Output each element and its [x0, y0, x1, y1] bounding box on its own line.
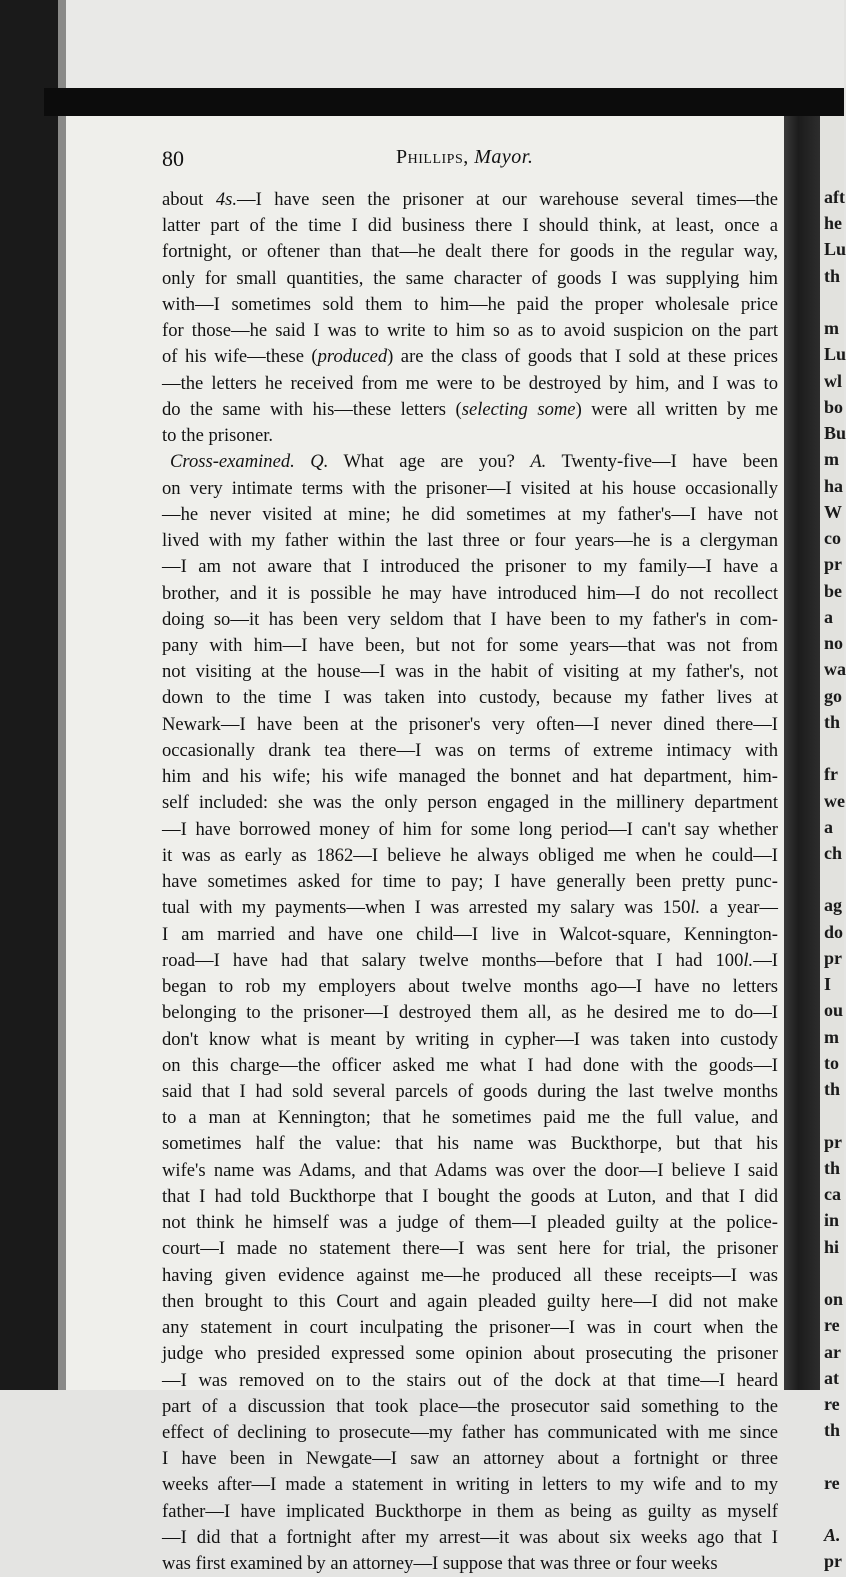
- next-page-text: pr: [824, 554, 842, 575]
- text-line: [162, 1472, 778, 1498]
- text-line: [162, 1289, 778, 1315]
- next-page-text: th: [824, 1157, 841, 1178]
- next-page-text: Lu: [824, 344, 846, 365]
- next-page-text: bo: [824, 396, 844, 417]
- scan-left-border: [0, 0, 58, 1390]
- text-line: [162, 685, 778, 711]
- text-line: [162, 554, 778, 580]
- text-line: [162, 790, 778, 816]
- next-page-text: ag: [824, 895, 842, 916]
- italic-run: l.: [743, 949, 754, 971]
- text-run: —I have seen the prisoner at our warehouse several times—the: [237, 189, 778, 210]
- text-run: do the same with his—these letters (: [162, 398, 462, 420]
- next-page-text: pr: [824, 947, 842, 968]
- text-line: [162, 1499, 778, 1525]
- text-run: fortnight, or oftener than that—he dealt there for goods in the regular way,: [162, 241, 778, 263]
- next-page-text: re: [824, 1472, 840, 1493]
- text-run: tual with my payments—when I was arrested my salary was 150: [162, 897, 691, 919]
- text-line: [162, 502, 778, 528]
- text-run: sometimes half the value: that his name was Buckthorpe, but that his: [162, 1133, 778, 1155]
- text-line: [162, 869, 778, 895]
- text-line: [162, 1184, 778, 1210]
- italic-run: Q.: [310, 451, 329, 473]
- text-line: [162, 1079, 778, 1105]
- next-page-text: in: [824, 1210, 840, 1231]
- gutter-shadow: [784, 116, 820, 1390]
- text-run: effect of declining to prosecute—my father has communicated with me since: [162, 1422, 778, 1444]
- text-run: brother, and it is possible he may have introduced him—I do not recollect: [162, 582, 778, 604]
- text-run: have sometimes asked for time to pay; I have generally been pretty punc-: [162, 871, 778, 893]
- text-run: him and his wife; his wife managed the bonnet and hat department, him-: [162, 766, 778, 788]
- next-page-text: A.: [824, 1525, 841, 1546]
- text-run: —he never visited at mine; he did sometimes at my father's—I have not: [162, 503, 778, 525]
- text-run: then brought to this Court and again pleaded guilty here—I did not make: [162, 1290, 778, 1312]
- text-run: I am married and have one child—I live in Walcot-square, Kennington-: [162, 923, 778, 945]
- text-line: [162, 712, 778, 738]
- next-page-text: ca: [824, 1184, 841, 1205]
- text-line: [162, 423, 778, 449]
- text-line: [162, 1551, 778, 1577]
- text-line: [162, 266, 778, 292]
- next-page-text: fr: [824, 764, 838, 785]
- next-page-text: co: [824, 528, 841, 549]
- next-page-text: re: [824, 1315, 840, 1336]
- next-page-text: m: [824, 1026, 839, 1047]
- text-run: any statement in court inculpating the prisoner—I was in court when the: [162, 1317, 778, 1339]
- text-line: [162, 581, 778, 607]
- text-run: wife's name was Adams, and that Adams was over the door—I believe I said: [162, 1159, 778, 1181]
- text-line: [162, 239, 778, 265]
- text-line: [162, 817, 778, 843]
- text-line: [162, 1053, 778, 1079]
- text-line: [162, 764, 778, 790]
- text-line: [162, 974, 778, 1000]
- text-run: not think he himself was a judge of them—I pleaded guilty at the police-: [162, 1212, 778, 1234]
- next-page-text: ar: [824, 1341, 841, 1362]
- text-line: [162, 292, 778, 318]
- text-run: said that I had sold several parcels of goods during the last twelve months: [162, 1080, 778, 1102]
- text-run: I have been in Newgate—I saw an attorney about a fortnight or three: [162, 1448, 778, 1470]
- next-page-text: th: [824, 1079, 841, 1100]
- text-run: father—I have implicated Buckthorpe in them as being as guilty as myself: [162, 1500, 778, 1522]
- text-line: [162, 607, 778, 633]
- text-line: [162, 1315, 778, 1341]
- text-run: down to the time I was taken into custody, because my father lives at: [162, 687, 778, 709]
- next-page-text: hi: [824, 1236, 840, 1257]
- italic-run: Cross-examined.: [170, 451, 295, 473]
- text-line: [162, 371, 778, 397]
- text-run: —I did that a fortnight after my arrest—it was about six weeks ago that I: [162, 1526, 778, 1548]
- text-run: Newark—I have been at the prisoner's very often—I never dined there—I: [162, 713, 778, 735]
- text-run: —I have borrowed money of him for some long period—I can't say whether: [162, 818, 778, 840]
- next-page-text: a: [824, 816, 833, 837]
- text-run: not visiting at the house—I was in the habit of visiting at my father's, not: [162, 661, 778, 683]
- body-text: [162, 187, 778, 1577]
- text-run: began to rob my employers about twelve months ago—I have no letters: [162, 976, 778, 998]
- text-run: for those—he said I was to write to him so as to avoid suspicion on the part: [162, 320, 778, 342]
- next-page-text: do: [824, 921, 844, 942]
- running-head-separator: ,: [463, 146, 475, 168]
- text-run: ) were all written by me: [575, 398, 778, 420]
- next-page-text: th: [824, 1420, 841, 1441]
- text-run: Twenty-five—I have been: [546, 451, 778, 473]
- text-run: —I am not aware that I introduced the prisoner to my family—I have a: [162, 556, 778, 578]
- text-run: that I had told Buckthorpe that I bought the goods at Luton, and that I did: [162, 1185, 778, 1207]
- next-page-text: be: [824, 580, 842, 601]
- next-page-text: no: [824, 633, 844, 654]
- next-page-text: a: [824, 606, 833, 627]
- text-run: judge who presided expressed some opinion about prosecuting the prisoner: [162, 1343, 778, 1365]
- next-page-text: on: [824, 1289, 844, 1310]
- italic-run: produced: [317, 346, 388, 368]
- text-line: [162, 528, 778, 554]
- next-page-text: th: [824, 711, 841, 732]
- text-line: [162, 476, 778, 502]
- italic-run: l.: [690, 897, 701, 919]
- next-page-text: wa: [824, 659, 846, 680]
- text-run: weeks after—I made a statement in writing in letters to my wife and to my: [162, 1474, 778, 1496]
- next-page-text: W: [824, 501, 842, 522]
- text-line: [162, 1420, 778, 1446]
- text-run: occasionally drank tea there—I was on terms of extreme intimacy with: [162, 739, 778, 761]
- text-run: lived with my father within the last three or four years—he is a clergyman: [162, 530, 778, 552]
- text-line: [162, 1394, 778, 1420]
- text-line: [162, 1000, 778, 1026]
- text-line: [162, 922, 778, 948]
- next-page-text: go: [824, 685, 842, 706]
- text-run: of his wife—these (: [162, 346, 318, 368]
- text-line: [162, 633, 778, 659]
- running-head-title: Mayor.: [474, 146, 534, 168]
- text-line: [162, 449, 778, 475]
- text-line: [162, 397, 778, 423]
- text-line: [162, 843, 778, 869]
- text-run: on very intimate terms with the prisoner—I visited at his house occasionally: [162, 477, 778, 499]
- text-line: [162, 659, 778, 685]
- text-run: doing so—it has been very seldom that I have been to my father's in com-: [162, 608, 778, 630]
- next-page-text: re: [824, 1394, 840, 1415]
- next-page-text: ha: [824, 475, 844, 496]
- next-page-text: he: [824, 213, 842, 234]
- page-number: 80: [162, 146, 184, 171]
- text-line: [162, 948, 778, 974]
- text-line: [162, 1236, 778, 1262]
- text-line: [162, 213, 778, 239]
- text-run: [295, 451, 310, 472]
- text-line: [162, 1368, 778, 1394]
- text-line: [162, 187, 778, 213]
- text-run: about: [162, 189, 216, 210]
- next-page-text: at: [824, 1367, 839, 1388]
- text-line: [162, 1446, 778, 1472]
- text-run: —I: [753, 949, 778, 971]
- text-run: —I was removed on to the stairs out of the dock at that time—I heard: [162, 1369, 778, 1391]
- text-run: to the prisoner.: [162, 425, 274, 447]
- next-page-text: th: [824, 265, 841, 286]
- text-run: self included: she was the only person engaged in the millinery department: [162, 792, 778, 814]
- text-line: [162, 738, 778, 764]
- italic-run: selecting some: [461, 398, 576, 420]
- text-line: [162, 344, 778, 370]
- binding-shadow: [44, 88, 844, 116]
- text-run: don't know what is meant by writing in cypher—I was taken into custody: [162, 1028, 778, 1050]
- text-line: [162, 895, 778, 921]
- next-page-text: wl: [824, 370, 842, 391]
- text-line: [162, 1027, 778, 1053]
- next-page-text: Bu: [824, 423, 846, 444]
- text-line: [162, 1341, 778, 1367]
- text-line: [162, 1210, 778, 1236]
- next-page-text: ch: [824, 843, 842, 863]
- text-run: having given evidence against me—he produced all these receipts—I was: [162, 1264, 778, 1286]
- running-head: [396, 146, 533, 169]
- next-page-text: aft: [824, 187, 845, 207]
- text-line: [162, 1105, 778, 1131]
- text-line: [162, 1525, 778, 1551]
- text-line: [162, 1263, 778, 1289]
- next-page-text: I: [824, 974, 832, 995]
- next-page-text: Lu: [824, 239, 846, 260]
- text-run: on this charge—the officer asked me what I had done with the goods—I: [162, 1054, 778, 1076]
- page-header: [162, 146, 774, 176]
- text-line: [162, 1158, 778, 1184]
- text-run: a year—: [700, 897, 778, 919]
- text-run: court—I made no statement there—I was sent here for trial, the prisoner: [162, 1238, 778, 1260]
- text-run: pany with him—I have been, but not for some years—that was not from: [162, 634, 778, 656]
- text-run: was first examined by an attorney—I suppose that was three or four weeks: [162, 1553, 718, 1575]
- text-run: belonging to the prisoner—I destroyed them all, as he desired me to do—I: [162, 1002, 778, 1024]
- text-line: [162, 1131, 778, 1157]
- next-page-text: m: [824, 449, 839, 470]
- text-run: with—I sometimes sold them to him—he paid the proper wholesale price: [162, 293, 778, 315]
- next-page-text: ou: [824, 1000, 844, 1021]
- next-page-text: pr: [824, 1131, 842, 1152]
- italic-run: 4s.: [215, 189, 237, 210]
- page-left-edge: [58, 0, 66, 1390]
- text-run: ) are the class of goods that I sold at these prices: [387, 346, 778, 368]
- next-page-text: to: [824, 1052, 839, 1073]
- next-page-text: we: [824, 790, 845, 811]
- text-run: road—I have had that salary twelve months—before that I had 100: [162, 949, 744, 971]
- text-run: to a man at Kennington; that he sometimes paid me the full value, and: [162, 1107, 778, 1129]
- text-run: What age are you?: [328, 451, 531, 473]
- text-run: latter part of the time I did business there I should think, at least, once a: [162, 215, 778, 237]
- next-page-text: m: [824, 318, 839, 339]
- text-run: only for small quantities, the same character of goods I was supplying him: [162, 267, 778, 289]
- italic-run: A.: [530, 451, 547, 473]
- text-run: it was as early as 1862—I believe he always obliged me when he could—I: [162, 844, 778, 866]
- text-run: part of a discussion that took place—the prosecutor said something to the: [162, 1395, 778, 1417]
- next-page-fragment: [820, 116, 846, 1572]
- next-page-text: pr: [824, 1551, 842, 1572]
- top-margin: [0, 0, 844, 88]
- text-line: [162, 318, 778, 344]
- running-head-name: Phillips: [396, 146, 464, 168]
- text-run: —the letters he received from me were to be destroyed by him, and I was to: [162, 372, 778, 394]
